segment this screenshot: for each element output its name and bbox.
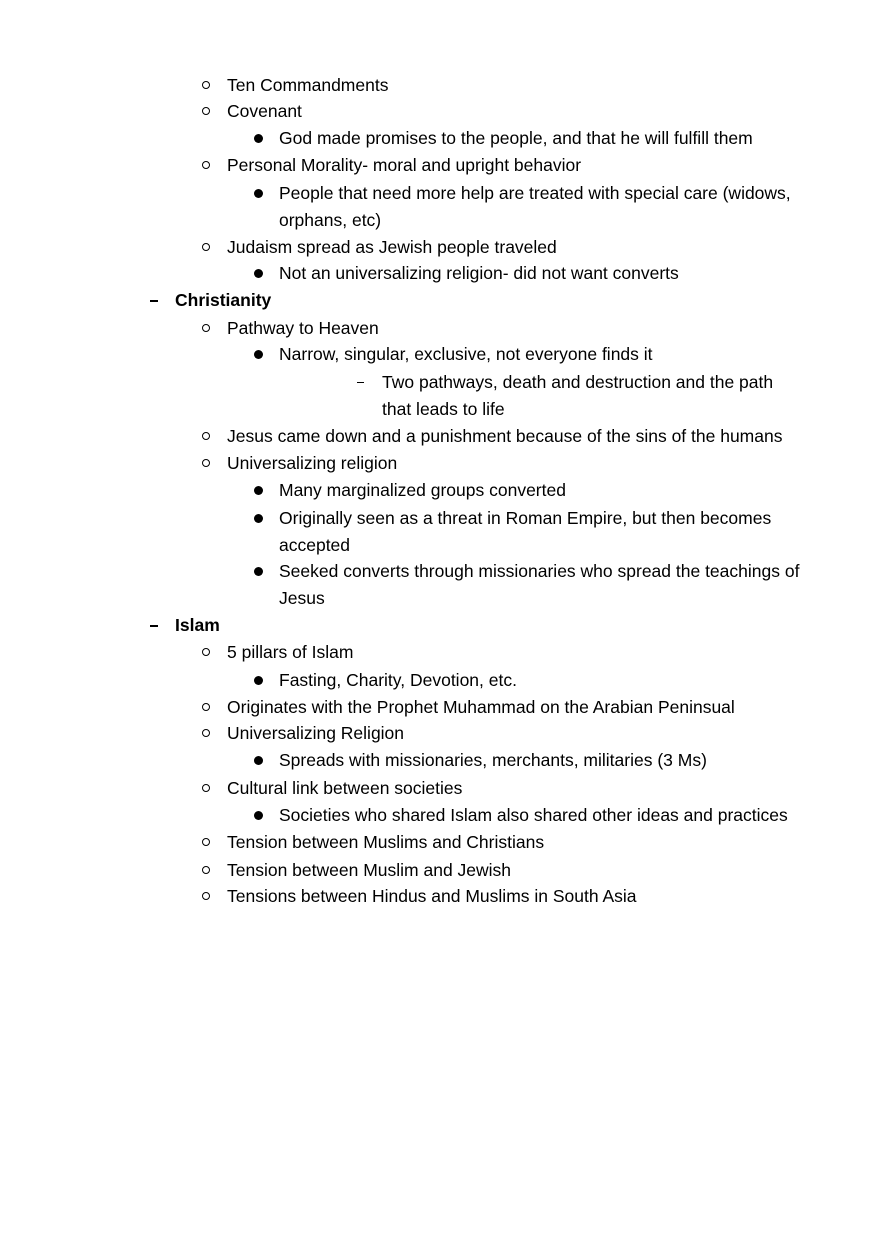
hollow-bullet-icon [202,784,210,792]
list-item-pathway: Pathway to Heaven [227,318,379,338]
section-heading-christianity: Christianity [175,290,272,310]
list-item-univ-detail-2: Originally seen as a threat in Roman Empire, but then becomes [279,508,772,528]
filled-bullet-icon [254,269,263,278]
list-item-ten-commandments: Ten Commandments [227,75,389,95]
dash-bullet-icon [150,300,158,302]
list-item-univ-detail-1: Many marginalized groups converted [279,480,566,500]
list-item-jesus: Jesus came down and a punishment because of the sins of the humans [227,426,783,446]
list-item-pathway-sub-cont: that leads to life [382,399,505,419]
dash-bullet-icon [357,382,364,383]
hollow-bullet-icon [202,432,210,440]
list-item-pathway-sub: Two pathways, death and destruction and the path [382,372,774,392]
filled-bullet-icon [254,676,263,685]
filled-bullet-icon [254,350,263,359]
list-item-cultural-link: Cultural link between societies [227,778,463,798]
list-item-pillars: 5 pillars of Islam [227,642,354,662]
list-item-univ-detail-3: Seeked converts through missionaries who spread the teachings of [279,561,800,581]
filled-bullet-icon [254,756,263,765]
list-item-univ-detail-2-cont: accepted [279,535,351,555]
filled-bullet-icon [254,811,263,820]
list-item-tension-2: Tension between Muslim and Jewish [227,860,512,880]
hollow-bullet-icon [202,703,210,711]
filled-bullet-icon [254,514,263,523]
list-item-covenant-detail: God made promises to the people, and that he will fulfill them [279,128,753,148]
list-item-origin: Originates with the Prophet Muhammad on the Arabian Peninsual [227,697,735,717]
list-item-morality-detail: People that need more help are treated with special care (widows, [279,183,791,203]
hollow-bullet-icon [202,243,210,251]
dash-bullet-icon [150,625,158,627]
hollow-bullet-icon [202,648,210,656]
hollow-bullet-icon [202,324,210,332]
hollow-bullet-icon [202,729,210,737]
filled-bullet-icon [254,189,263,198]
list-item-tension-1: Tension between Muslims and Christians [227,832,545,852]
hollow-bullet-icon [202,107,210,115]
hollow-bullet-icon [202,81,210,89]
hollow-bullet-icon [202,892,210,900]
filled-bullet-icon [254,567,263,576]
list-item-pillars-detail: Fasting, Charity, Devotion, etc. [279,670,517,690]
list-item-spread-detail: Not an universalizing religion- did not want converts [279,263,679,283]
filled-bullet-icon [254,134,263,143]
list-item-covenant: Covenant [227,101,302,121]
list-item-cultural-detail: Societies who shared Islam also shared other ideas and practices [279,805,788,825]
filled-bullet-icon [254,486,263,495]
section-heading-islam: Islam [175,615,220,635]
list-item-islam-universalizing: Universalizing Religion [227,723,405,743]
list-item-universalizing: Universalizing religion [227,453,398,473]
list-item-morality-detail-cont: orphans, etc) [279,210,382,230]
list-item-pathway-detail: Narrow, singular, exclusive, not everyone finds it [279,344,653,364]
list-item-tension-3: Tensions between Hindus and Muslims in South Asia [227,886,637,906]
list-item-judaism-spread: Judaism spread as Jewish people traveled [227,237,557,257]
hollow-bullet-icon [202,838,210,846]
hollow-bullet-icon [202,161,210,169]
list-item-univ-detail-3-cont: Jesus [279,588,325,608]
list-item-personal-morality: Personal Morality- moral and upright behavior [227,155,582,175]
hollow-bullet-icon [202,459,210,467]
hollow-bullet-icon [202,866,210,874]
list-item-islam-univ-detail: Spreads with missionaries, merchants, militaries (3 Ms) [279,750,707,770]
